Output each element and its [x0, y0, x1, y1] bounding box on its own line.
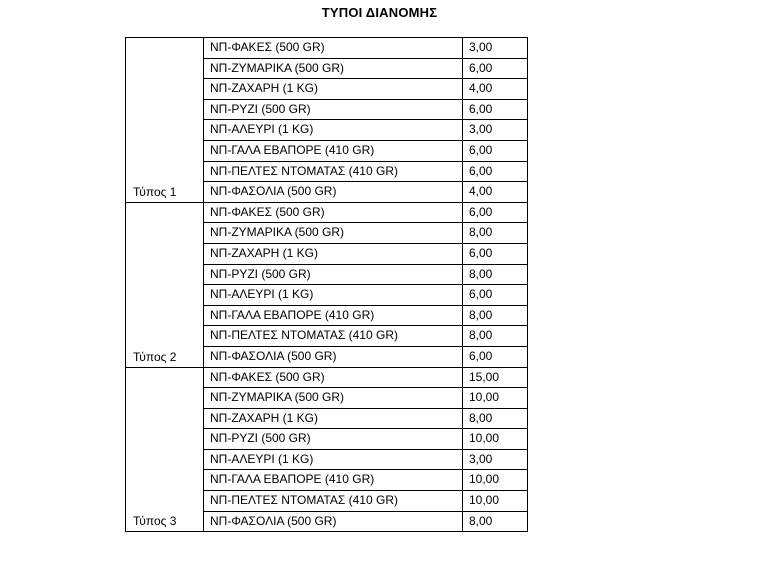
product-name-cell: ΝΠ-ΖΥΜΑΡΙΚΑ (500 GR)	[204, 388, 463, 409]
product-name-cell: ΝΠ-ΑΛΕΥΡΙ (1 KG)	[204, 449, 463, 470]
quantity-cell: 6,00	[463, 161, 528, 182]
table-row	[126, 38, 528, 59]
quantity-cell: 6,00	[463, 285, 528, 306]
distribution-table-body	[126, 38, 528, 532]
quantity-cell: 6,00	[463, 346, 528, 367]
product-name-cell: ΝΠ-ΠΕΛΤΕΣ ΝΤΟΜΑΤΑΣ (410 GR)	[204, 161, 463, 182]
product-name-cell: ΝΠ-ΖΑΧΑΡΗ (1 KG)	[204, 79, 463, 100]
quantity-cell: 8,00	[463, 305, 528, 326]
product-name-cell: ΝΠ-ΦΑΚΕΣ (500 GR)	[204, 38, 463, 59]
distribution-table	[125, 37, 528, 532]
distribution-type-label: Τύπος 3	[126, 367, 204, 532]
product-name-cell: ΝΠ-ΦΑΣΟΛΙΑ (500 GR)	[204, 182, 463, 203]
product-name-cell: ΝΠ-ΓΑΛΑ ΕΒΑΠΟΡΕ (410 GR)	[204, 140, 463, 161]
quantity-cell: 6,00	[463, 58, 528, 79]
product-name-cell: ΝΠ-ΑΛΕΥΡΙ (1 KG)	[204, 120, 463, 141]
product-name-cell: ΝΠ-ΖΥΜΑΡΙΚΑ (500 GR)	[204, 223, 463, 244]
product-name-cell: ΝΠ-ΖΥΜΑΡΙΚΑ (500 GR)	[204, 58, 463, 79]
quantity-cell: 8,00	[463, 326, 528, 347]
page-title: ΤΥΠΟΙ ΔΙΑΝΟΜΗΣ	[321, 5, 438, 20]
quantity-cell: 3,00	[463, 449, 528, 470]
table-row	[126, 202, 528, 223]
product-name-cell: ΝΠ-ΦΑΚΕΣ (500 GR)	[204, 202, 463, 223]
quantity-cell: 3,00	[463, 38, 528, 59]
product-name-cell: ΝΠ-ΠΕΛΤΕΣ ΝΤΟΜΑΤΑΣ (410 GR)	[204, 491, 463, 512]
quantity-cell: 8,00	[463, 408, 528, 429]
quantity-cell: 6,00	[463, 99, 528, 120]
quantity-cell: 4,00	[463, 79, 528, 100]
product-name-cell: ΝΠ-ΑΛΕΥΡΙ (1 KG)	[204, 285, 463, 306]
quantity-cell: 15,00	[463, 367, 528, 388]
product-name-cell: ΝΠ-ΡΥΖΙ (500 GR)	[204, 264, 463, 285]
product-name-cell: ΝΠ-ΡΥΖΙ (500 GR)	[204, 429, 463, 450]
quantity-cell: 10,00	[463, 470, 528, 491]
product-name-cell: ΝΠ-ΓΑΛΑ ΕΒΑΠΟΡΕ (410 GR)	[204, 305, 463, 326]
product-name-cell: ΝΠ-ΦΑΚΕΣ (500 GR)	[204, 367, 463, 388]
product-name-cell: ΝΠ-ΠΕΛΤΕΣ ΝΤΟΜΑΤΑΣ (410 GR)	[204, 326, 463, 347]
distribution-type-label: Τύπος 1	[126, 38, 204, 203]
quantity-cell: 8,00	[463, 223, 528, 244]
table-row	[126, 367, 528, 388]
quantity-cell: 6,00	[463, 202, 528, 223]
quantity-cell: 6,00	[463, 243, 528, 264]
quantity-cell: 8,00	[463, 264, 528, 285]
distribution-type-label: Τύπος 2	[126, 202, 204, 367]
quantity-cell: 10,00	[463, 429, 528, 450]
quantity-cell: 10,00	[463, 491, 528, 512]
quantity-cell: 4,00	[463, 182, 528, 203]
quantity-cell: 6,00	[463, 140, 528, 161]
product-name-cell: ΝΠ-ΦΑΣΟΛΙΑ (500 GR)	[204, 511, 463, 532]
product-name-cell: ΝΠ-ΦΑΣΟΛΙΑ (500 GR)	[204, 346, 463, 367]
quantity-cell: 3,00	[463, 120, 528, 141]
quantity-cell: 8,00	[463, 511, 528, 532]
quantity-cell: 10,00	[463, 388, 528, 409]
product-name-cell: ΝΠ-ΡΥΖΙ (500 GR)	[204, 99, 463, 120]
product-name-cell: ΝΠ-ΖΑΧΑΡΗ (1 KG)	[204, 408, 463, 429]
product-name-cell: ΝΠ-ΓΑΛΑ ΕΒΑΠΟΡΕ (410 GR)	[204, 470, 463, 491]
product-name-cell: ΝΠ-ΖΑΧΑΡΗ (1 KG)	[204, 243, 463, 264]
